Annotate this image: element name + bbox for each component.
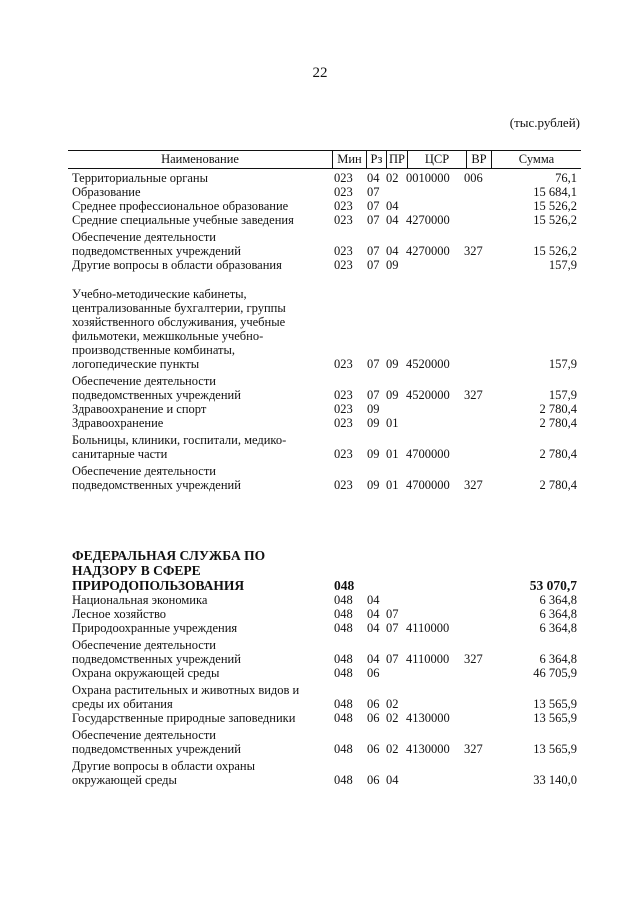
cell-min: 048 [334, 773, 353, 787]
cell-rz: 04 [367, 607, 380, 621]
cell-min: 023 [334, 402, 353, 416]
cell-rz: 07 [367, 199, 380, 213]
cell-min: 023 [334, 199, 353, 213]
cell-rz: 09 [367, 402, 380, 416]
cell-rz: 06 [367, 711, 380, 725]
cell-rz: 06 [367, 742, 380, 756]
cell-sum: 13 565,9 [533, 742, 577, 756]
cell-sum: 157,9 [548, 258, 577, 272]
cell-csr: 4110000 [406, 621, 450, 635]
cell-sum: 157,9 [548, 388, 577, 402]
cell-min: 023 [334, 244, 353, 258]
cell-rz: 07 [367, 388, 380, 402]
cell-pr: 04 [386, 213, 399, 227]
table-row [68, 374, 581, 402]
cell-name: Государственные природные заповедники [72, 711, 296, 725]
cell-rz: 04 [367, 621, 380, 635]
cell-sum: 53 070,7 [529, 578, 577, 593]
units-label: (тыс.рублей) [509, 115, 580, 130]
table-row [68, 230, 581, 258]
cell-csr: 4110000 [406, 652, 450, 666]
cell-pr: 02 [386, 742, 399, 756]
cell-sum: 6 364,8 [539, 652, 577, 666]
cell-rz: 06 [367, 773, 380, 787]
table-row [68, 287, 581, 371]
cell-name: Национальная экономика [72, 593, 208, 607]
table-row [68, 185, 581, 199]
cell-rz: 04 [367, 652, 380, 666]
cell-min: 048 [334, 666, 353, 680]
cell-name: Образование [72, 185, 141, 199]
cell-csr: 4700000 [406, 478, 450, 492]
cell-csr: 4130000 [406, 711, 450, 725]
table-row [68, 711, 581, 725]
cell-min: 048 [334, 621, 353, 635]
cell-sum: 15 684,1 [533, 185, 577, 199]
cell-pr: 07 [386, 652, 399, 666]
cell-pr: 01 [386, 478, 399, 492]
cell-sum: 6 364,8 [539, 593, 577, 607]
cell-vr: 327 [464, 742, 483, 756]
cell-vr: 327 [464, 244, 483, 258]
cell-name: Среднее профессиональное образование [72, 199, 289, 213]
cell-name: Территориальные органы [72, 171, 209, 185]
cell-min: 048 [334, 607, 353, 621]
cell-sum: 15 526,2 [533, 199, 577, 213]
cell-min: 023 [334, 258, 353, 272]
table-row [68, 683, 581, 711]
table-row [68, 638, 581, 666]
cell-csr: 4520000 [406, 357, 450, 371]
table-header [68, 150, 581, 169]
table-row [68, 621, 581, 635]
budget-table [68, 150, 581, 787]
table-row [68, 416, 581, 430]
cell-min: 023 [334, 213, 353, 227]
cell-rz: 07 [367, 213, 380, 227]
cell-rz: 06 [367, 697, 380, 711]
cell-vr: 006 [464, 171, 483, 185]
cell-sum: 15 526,2 [533, 244, 577, 258]
cell-sum: 2 780,4 [539, 402, 577, 416]
table-row [68, 759, 581, 787]
table-row [68, 593, 581, 607]
cell-csr: 4270000 [406, 244, 450, 258]
header-vr: ВР [466, 151, 491, 168]
cell-min: 023 [334, 357, 353, 371]
cell-min: 023 [334, 171, 353, 185]
cell-csr: 4700000 [406, 447, 450, 461]
cell-min: 048 [334, 652, 353, 666]
cell-pr: 09 [386, 357, 399, 371]
cell-min: 023 [334, 447, 353, 461]
cell-name: Обеспечение деятельности подведомственных учреждений [72, 230, 241, 258]
cell-sum: 15 526,2 [533, 213, 577, 227]
cell-pr: 02 [386, 711, 399, 725]
cell-min: 048 [334, 593, 353, 607]
cell-sum: 6 364,8 [539, 607, 577, 621]
cell-name: Здравоохранение и спорт [72, 402, 207, 416]
cell-sum: 33 140,0 [533, 773, 577, 787]
cell-pr: 04 [386, 199, 399, 213]
cell-rz: 07 [367, 357, 380, 371]
cell-min: 048 [334, 578, 355, 593]
cell-name: Природоохранные учреждения [72, 621, 238, 635]
cell-sum: 46 705,9 [533, 666, 577, 680]
table-row [68, 464, 581, 492]
table-row [68, 607, 581, 621]
cell-pr: 04 [386, 773, 399, 787]
header-pr: ПР [386, 151, 407, 168]
header-name: Наименование [161, 152, 239, 166]
cell-pr: 01 [386, 447, 399, 461]
cell-rz: 04 [367, 171, 380, 185]
cell-name: Обеспечение деятельности подведомственных учреждений [72, 374, 241, 402]
cell-sum: 157,9 [548, 357, 577, 371]
cell-rz: 07 [367, 258, 380, 272]
cell-pr: 09 [386, 388, 399, 402]
cell-sum: 13 565,9 [533, 711, 577, 725]
cell-vr: 327 [464, 652, 483, 666]
cell-rz: 06 [367, 666, 380, 680]
cell-min: 023 [334, 478, 353, 492]
cell-sum: 2 780,4 [539, 478, 577, 492]
cell-min: 023 [334, 388, 353, 402]
cell-name: Больницы, клиники, госпитали, медико- санитарные части [72, 433, 287, 461]
cell-min: 023 [334, 416, 353, 430]
cell-sum: 2 780,4 [539, 416, 577, 430]
cell-pr: 07 [386, 607, 399, 621]
table-row [68, 171, 581, 185]
cell-pr: 07 [386, 621, 399, 635]
cell-min: 048 [334, 711, 353, 725]
cell-sum: 6 364,8 [539, 621, 577, 635]
cell-rz: 09 [367, 478, 380, 492]
cell-name: Обеспечение деятельности подведомственных учреждений [72, 464, 241, 492]
cell-name: ФЕДЕРАЛЬНАЯ СЛУЖБА ПО НАДЗОРУ В СФЕРЕ ПРИРОДОПОЛЬЗОВАНИЯ [72, 548, 266, 593]
table-row [68, 666, 581, 680]
cell-min: 048 [334, 697, 353, 711]
cell-rz: 09 [367, 447, 380, 461]
table-row [68, 548, 581, 593]
cell-vr: 327 [464, 388, 483, 402]
cell-vr: 327 [464, 478, 483, 492]
table-row [68, 213, 581, 227]
cell-pr: 01 [386, 416, 399, 430]
cell-rz: 07 [367, 185, 380, 199]
cell-rz: 07 [367, 244, 380, 258]
table-row [68, 433, 581, 461]
table-row [68, 199, 581, 213]
cell-min: 023 [334, 185, 353, 199]
cell-sum: 76,1 [555, 171, 577, 185]
cell-name: Лесное хозяйство [72, 607, 167, 621]
header-csr: ЦСР [407, 151, 466, 168]
cell-csr: 4130000 [406, 742, 450, 756]
cell-name: Охрана окружающей среды [72, 666, 220, 680]
header-min: Мин [332, 151, 366, 168]
cell-pr: 02 [386, 171, 399, 185]
table-body [68, 171, 581, 787]
page-number: 22 [312, 65, 328, 81]
table-row [68, 258, 581, 272]
cell-pr: 02 [386, 697, 399, 711]
cell-name: Другие вопросы в области охраны окружающей среды [72, 759, 256, 787]
cell-rz: 09 [367, 416, 380, 430]
cell-csr: 0010000 [406, 171, 450, 185]
cell-min: 048 [334, 742, 353, 756]
cell-rz: 04 [367, 593, 380, 607]
header-rz: Рз [366, 151, 386, 168]
cell-pr: 04 [386, 244, 399, 258]
cell-name: Обеспечение деятельности подведомственных учреждений [72, 728, 241, 756]
cell-csr: 4520000 [406, 388, 450, 402]
cell-pr: 09 [386, 258, 399, 272]
table-row [68, 728, 581, 756]
cell-csr: 4270000 [406, 213, 450, 227]
table-row [68, 402, 581, 416]
cell-sum: 2 780,4 [539, 447, 577, 461]
cell-name: Другие вопросы в области образования [72, 258, 282, 272]
header-sum: Сумма [491, 151, 581, 168]
cell-name: Средние специальные учебные заведения [72, 213, 294, 227]
cell-name: Здравоохранение [72, 416, 164, 430]
cell-name: Обеспечение деятельности подведомственных учреждений [72, 638, 241, 666]
cell-sum: 13 565,9 [533, 697, 577, 711]
cell-name: Охрана растительных и животных видов и среды их обитания [72, 683, 300, 711]
cell-name: Учебно-методические кабинеты, централизованные бухгалтерии, группы хозяйственного обслуживания, учебные фильмотеки, межшкольные учебно- производственные комбинаты, логопедические пункты [72, 287, 286, 371]
